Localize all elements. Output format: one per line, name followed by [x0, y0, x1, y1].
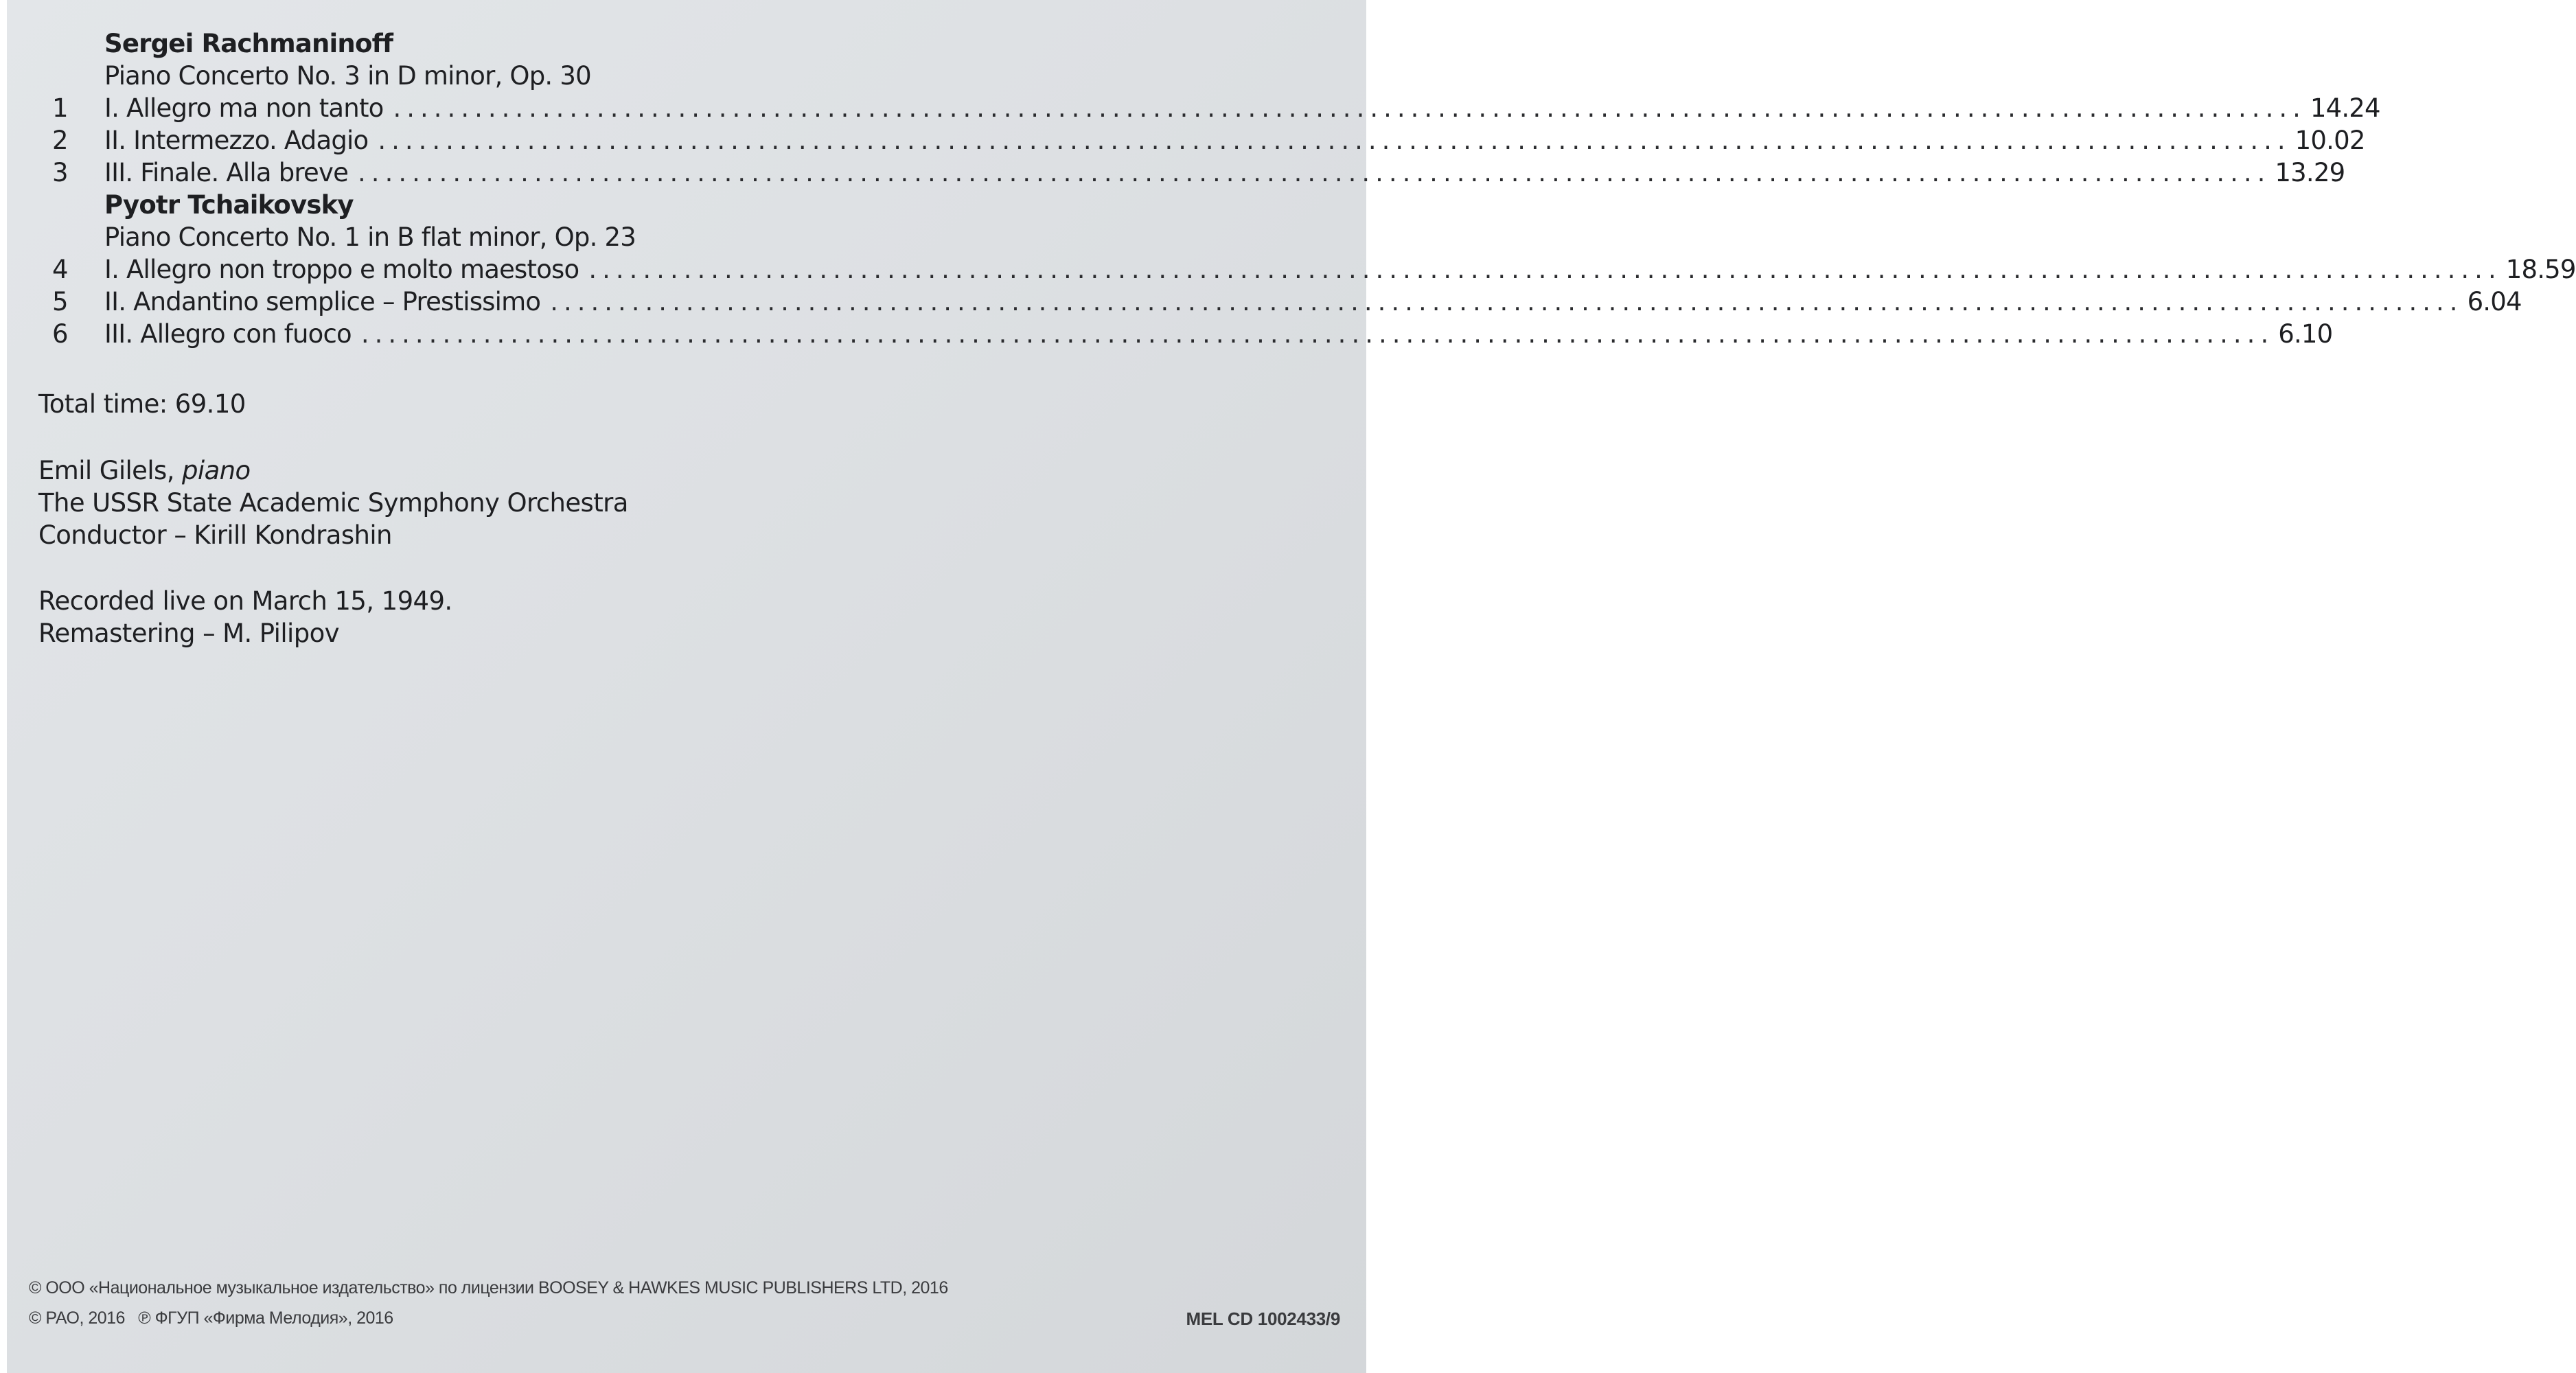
composer-name: Sergei Rachmaninoff: [104, 29, 393, 58]
work-title-row: [43, 222, 1333, 255]
work-title-row: [43, 61, 1333, 93]
total-time-block: [38, 388, 246, 420]
track-time: 6.10: [2278, 319, 2333, 349]
orchestra: The USSR State Academic Symphony Orchestra: [38, 488, 628, 518]
recorded-date: Recorded live on March 15, 1949.: [38, 586, 452, 616]
track-row: [43, 158, 2345, 190]
composer-row: [43, 29, 1333, 61]
soloist: [38, 454, 628, 487]
track-row: [43, 255, 2576, 287]
track-title: III. Allegro con fuoco: [104, 319, 352, 349]
work-title: Piano Concerto No. 1 in B flat minor, Op. 23: [104, 222, 636, 252]
tracklist: [43, 29, 2576, 351]
track-time: 10.02: [2295, 126, 2365, 155]
total-time: Total time: 69.10: [38, 389, 246, 419]
copyright-line-1: © ООО «Национальное музыкальное издательство» по лицензии BOOSEY & HAWKES MUSIC PUBLISHERS LTD, 2016: [29, 1278, 948, 1297]
track-title: II. Intermezzo. Adagio: [104, 126, 369, 155]
soloist-role: piano: [182, 456, 251, 485]
track-number: 2: [52, 126, 68, 155]
dot-leader: .............................................................................................................................................: [550, 287, 2463, 316]
track-time: 6.04: [2467, 287, 2522, 316]
track-number: 6: [52, 319, 68, 349]
remastering-credit: Remastering – M. Pilipov: [38, 619, 339, 648]
dot-leader: .............................................................................................................................................: [588, 255, 2502, 284]
track-row: [43, 93, 2380, 126]
soloist-name: Emil Gilels,: [38, 456, 174, 485]
composer-name: Pyotr Tchaikovsky: [104, 190, 354, 220]
track-number: 4: [52, 255, 68, 284]
catalog-number: MEL CD 1002433/9: [1186, 1308, 1340, 1329]
copyright-line-2: © РАО, 2016 ℗ ФГУП «Фирма Мелодия», 2016: [29, 1308, 393, 1328]
track-title: III. Finale. Alla breve: [104, 158, 349, 187]
track-row: [43, 319, 2333, 351]
performers-block: [38, 454, 628, 551]
dot-leader: .............................................................................................................................................: [393, 93, 2306, 123]
track-number: 5: [52, 287, 68, 316]
track-title: I. Allegro non troppo e molto maestoso: [104, 255, 579, 284]
dot-leader: .............................................................................................................................................: [378, 126, 2291, 155]
track-row: [43, 126, 2365, 158]
composer-row: [43, 190, 1333, 222]
track-time: 14.24: [2310, 93, 2380, 123]
track-number: 1: [52, 93, 68, 123]
track-row: [43, 287, 2522, 319]
dot-leader: .............................................................................................................................................: [360, 319, 2275, 349]
recording-block: [38, 585, 452, 649]
track-title: II. Andantino semplice – Prestissimo: [104, 287, 541, 316]
work-title: Piano Concerto No. 3 in D minor, Op. 30: [104, 61, 591, 91]
track-title: I. Allegro ma non tanto: [104, 93, 384, 123]
track-time: 18.59: [2505, 255, 2576, 284]
track-number: 3: [52, 158, 68, 187]
dot-leader: .............................................................................................................................................: [358, 158, 2271, 187]
liner-note-sheet: [7, 0, 2576, 1373]
track-time: 13.29: [2275, 158, 2345, 187]
conductor: Conductor – Kirill Kondrashin: [38, 520, 392, 550]
